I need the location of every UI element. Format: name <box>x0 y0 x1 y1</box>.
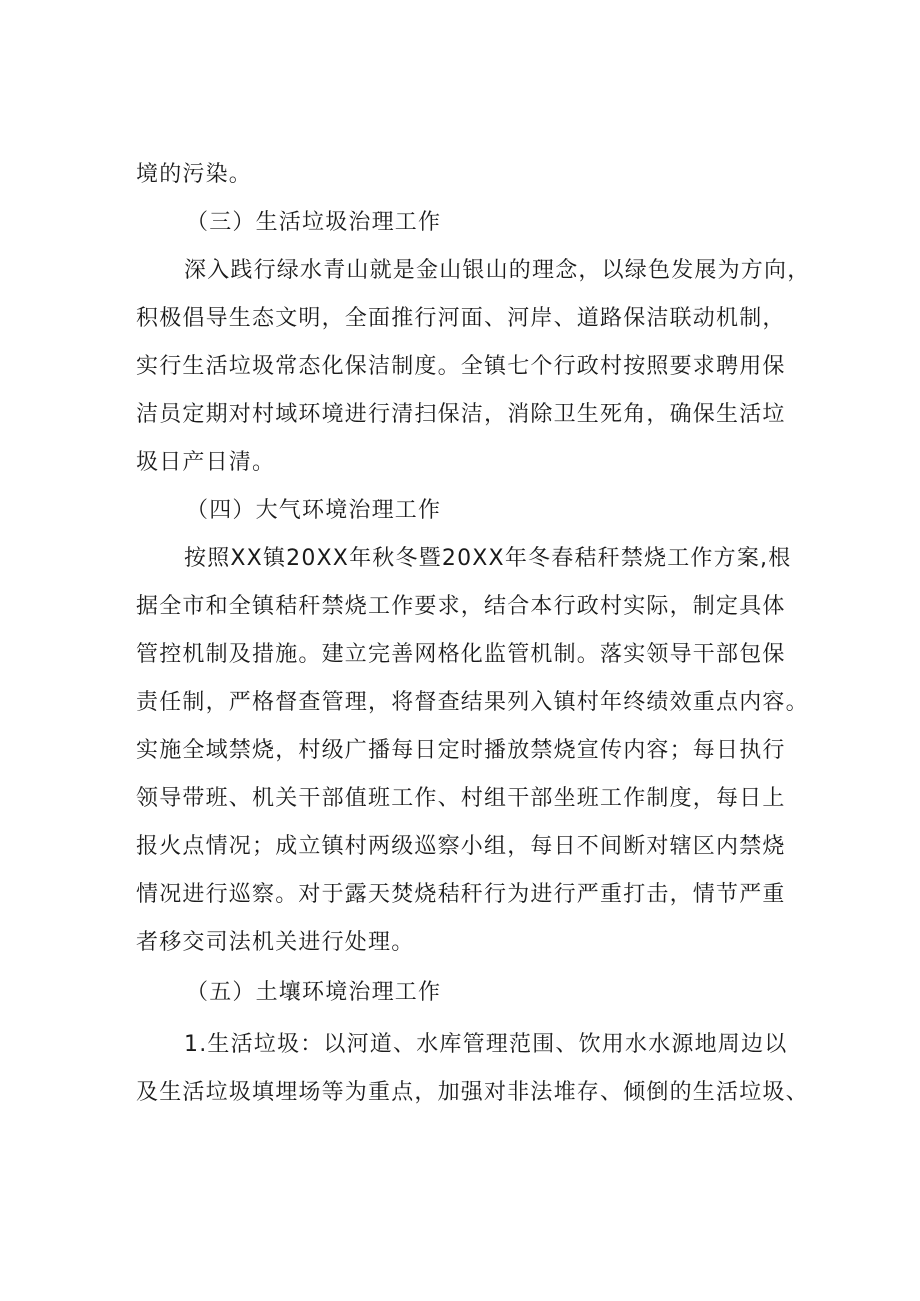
text-line: 1.生活垃圾：以河道、水库管理范围、饮用水水源地周边以 <box>184 1032 788 1057</box>
section-heading-5: （五）土壤环境治理工作 <box>186 980 442 1005</box>
text-line: 报火点情况；成立镇村两级巡察小组，每日不间断对辖区内禁烧 <box>136 834 786 859</box>
section-heading-4: （四）大气环境治理工作 <box>186 498 442 523</box>
text-line: 者移交司法机关进行处理。 <box>136 930 415 955</box>
text-line: 实行生活垃圾常态化保洁制度。全镇七个行政村按照要求聘用保 <box>136 354 786 379</box>
section-heading-3: （三）生活垃圾治理工作 <box>186 210 442 235</box>
text-line: 管控机制及措施。建立完善网格化监管机制。落实领导干部包保 <box>136 642 786 667</box>
text-line: 圾日产日清。 <box>136 450 276 475</box>
text-line: 按照XX镇20XX年秋冬暨20XX年冬春秸秆禁烧工作方案,根 <box>184 546 792 571</box>
text-line: 据全市和全镇秸秆禁烧工作要求，结合本行政村实际，制定具体 <box>136 594 786 619</box>
text-line: 深入践行绿水青山就是金山银山的理念，以绿色发展为方向， <box>184 258 811 283</box>
text-line: 责任制，严格督查管理，将督查结果列入镇村年终绩效重点内容。 <box>136 690 809 715</box>
text-line: 积极倡导生态文明，全面推行河面、河岸、道路保洁联动机制， <box>136 306 786 331</box>
text-line: 洁员定期对村域环境进行清扫保洁，消除卫生死角，确保生活垃 <box>136 402 786 427</box>
text-line: 实施全域禁烧，村级广播每日定时播放禁烧宣传内容；每日执行 <box>136 738 786 763</box>
text-line: 领导带班、机关干部值班工作、村组干部坐班工作制度，每日上 <box>136 786 786 811</box>
text-line: 及生活垃圾填埋场等为重点，加强对非法堆存、倾倒的生活垃圾、 <box>136 1080 809 1105</box>
text-line: 情况进行巡察。对于露天焚烧秸秆行为进行严重打击，情节严重 <box>136 882 786 907</box>
text-line: 境的污染。 <box>136 162 253 187</box>
